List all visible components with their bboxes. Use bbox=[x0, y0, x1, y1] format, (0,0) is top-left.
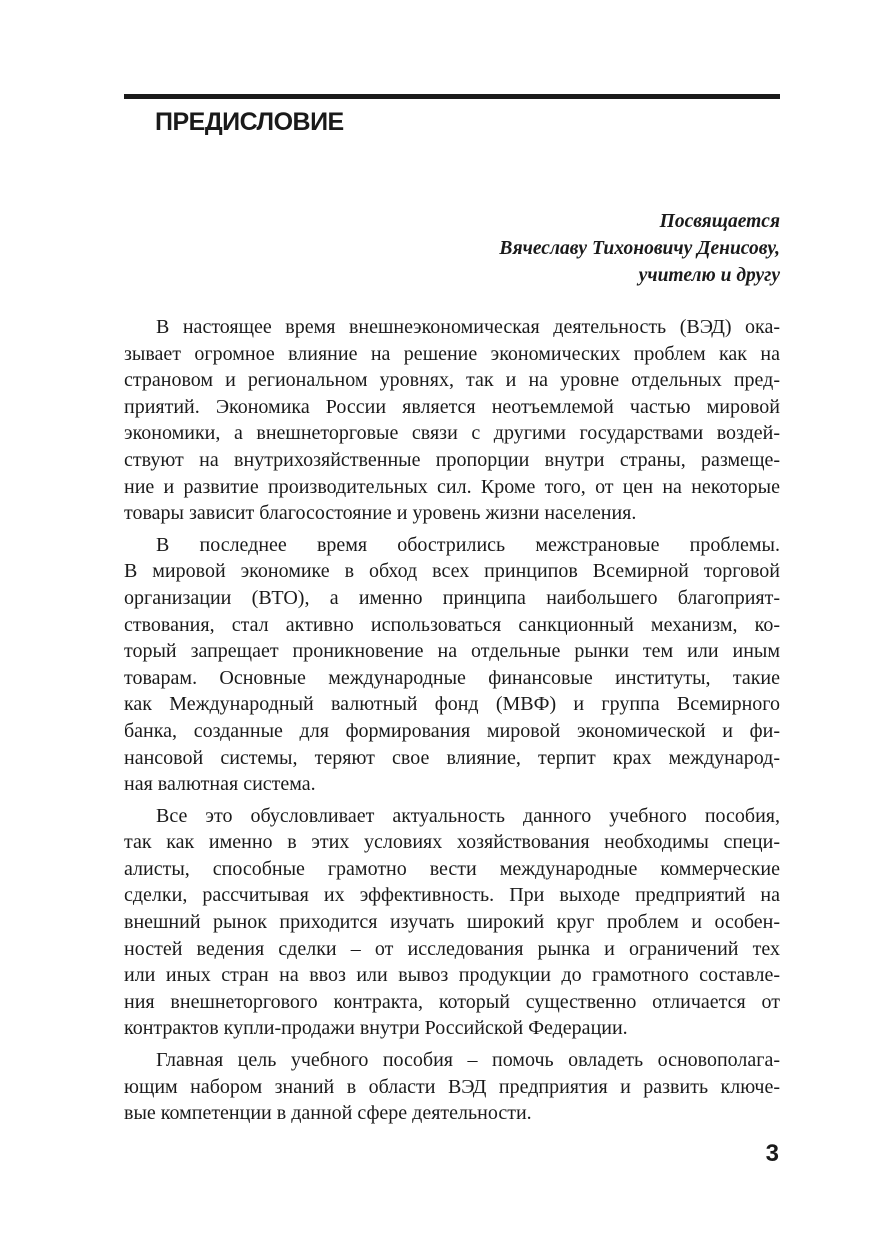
text-line: ствования, стал активно использоваться санкционный механизм, ко- bbox=[124, 613, 780, 636]
text-line: внешний рынок приходится изучать широкий круг проблем и особен- bbox=[124, 911, 780, 934]
text-line: страновом и региональном уровнях, так и на уровне отдельных пред- bbox=[124, 369, 780, 392]
text-line: ющим набором знаний в области ВЭД предприятия и развить ключе- bbox=[124, 1075, 780, 1098]
text-line: или иных стран на ввоз или вывоз продукции до грамотного составле- bbox=[124, 964, 780, 987]
text-line: ния внешнеторгового контракта, который существенно отличается от bbox=[124, 990, 780, 1013]
text-line: В последнее время обострились межстрановые проблемы. bbox=[156, 533, 780, 556]
text-line: приятий. Экономика России является неотъемлемой частью мировой bbox=[124, 395, 780, 418]
text-line: ная валютная система. bbox=[124, 773, 316, 796]
text-line: экономики, а внешнеторговые связи с другими государствами воздей- bbox=[124, 422, 780, 445]
paragraph bbox=[124, 1047, 780, 1127]
dedication bbox=[124, 208, 780, 289]
text-line: контрактов купли-продажи внутри Российской Федерации. bbox=[124, 1017, 628, 1040]
text-line: Главная цель учебного пособия – помочь овладеть основополага- bbox=[156, 1049, 780, 1072]
text-line: ностей ведения сделки – от исследования рынка и ограничений тех bbox=[124, 937, 780, 960]
text-line: торый запрещает проникновение на отдельные рынки тем или иным bbox=[124, 640, 780, 663]
paragraph bbox=[124, 532, 780, 798]
text-line: товары зависит благосостояние и уровень жизни населения. bbox=[124, 502, 637, 525]
dedication-line: учителю и другу bbox=[638, 265, 780, 286]
text-line: ствуют на внутрихозяйственные пропорции внутри страны, размеще- bbox=[124, 448, 780, 471]
page-number: 3 bbox=[765, 1140, 779, 1167]
body-text bbox=[124, 314, 780, 1132]
text-line: В мировой экономике в обход всех принципов Всемирной торговой bbox=[124, 560, 780, 583]
page-title: ПРЕДИСЛОВИЕ bbox=[155, 108, 344, 136]
paragraph bbox=[124, 314, 780, 527]
text-line: товарам. Основные международные финансовые институты, такие bbox=[124, 666, 780, 689]
dedication-line: Вячеславу Тихоновичу Денисову, bbox=[499, 238, 780, 259]
text-line: вые компетенции в данной сфере деятельности. bbox=[124, 1102, 532, 1125]
text-line: алисты, способные грамотно вести международные коммерческие bbox=[124, 857, 780, 880]
text-line: ние и развитие производительных сил. Кроме того, от цен на некоторые bbox=[124, 475, 780, 498]
text-line: зывает огромное влияние на решение экономических проблем как на bbox=[124, 342, 780, 365]
paragraph bbox=[124, 803, 780, 1042]
text-line: нансовой системы, теряют свое влияние, терпит крах международ- bbox=[124, 746, 780, 769]
dedication-line: Посвящается bbox=[659, 211, 780, 232]
text-line: организации (ВТО), а именно принципа наибольшего благоприят- bbox=[124, 586, 780, 609]
text-line: как Международный валютный фонд (МВФ) и группа Всемирного bbox=[124, 693, 780, 716]
text-line: банка, созданные для формирования мировой экономической и фи- bbox=[124, 719, 780, 742]
text-line: сделки, рассчитывая их эффективность. При выходе предприятий на bbox=[124, 884, 780, 907]
text-line: Все это обусловливает актуальность данного учебного пособия, bbox=[156, 804, 780, 827]
text-line: В настоящее время внешнеэкономическая деятельность (ВЭД) ока- bbox=[156, 316, 780, 338]
top-rule bbox=[124, 94, 780, 99]
text-line: так как именно в этих условиях хозяйствования необходимы специ- bbox=[124, 831, 780, 854]
